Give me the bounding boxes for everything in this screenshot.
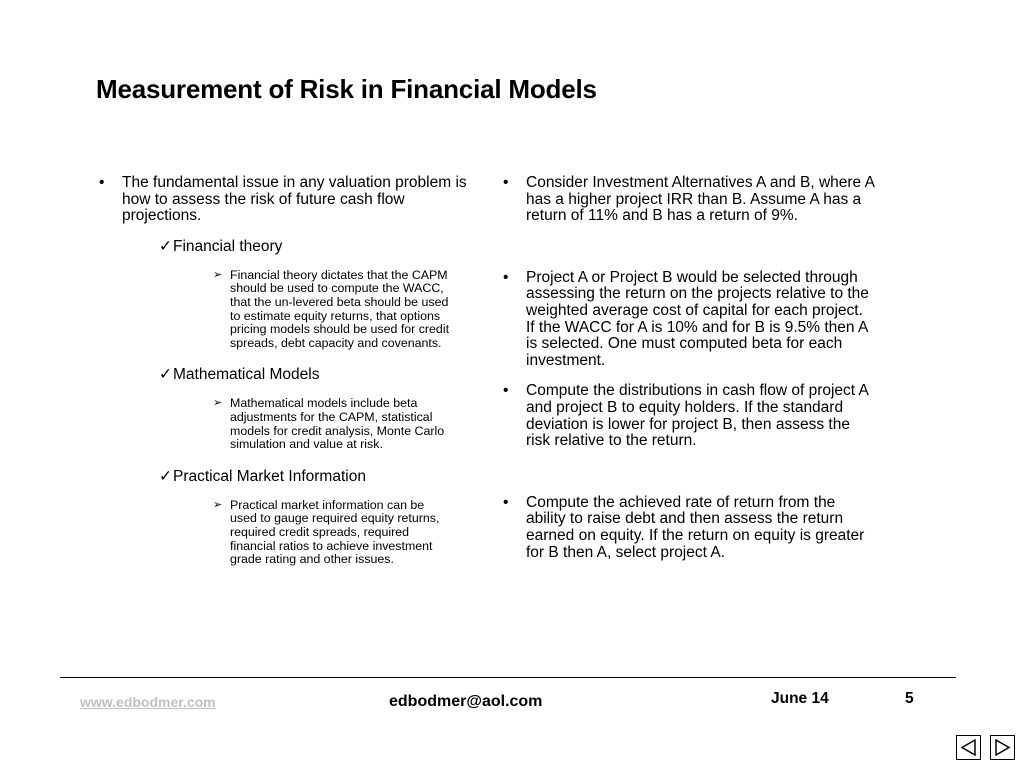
- section-heading-practical-market-information: ✓ Practical Market Information: [159, 467, 366, 485]
- list-item: • Project A or Project B would be selected through assessing the return on the projects relative to the weighted average cost of capital for each project. If the WACC for A is 10% and for B is 9.5% then A is selected. One must computed beta for each investment.: [503, 268, 869, 369]
- section-heading-mathematical-models: ✓ Mathematical Models: [159, 366, 320, 384]
- website-link[interactable]: www.edbodmer.com: [80, 694, 216, 710]
- list-item: • Consider Investment Alternatives A and B, where A has a higher project IRR than B. Assume A has a return of 11% and B has a return of 9%.: [503, 174, 875, 225]
- arrow-bullet-icon: ➢: [213, 397, 223, 410]
- checkmark-icon: ✓: [159, 366, 172, 384]
- bullet-icon: •: [503, 268, 509, 286]
- checkmark-icon: ✓: [159, 467, 172, 485]
- next-slide-button[interactable]: [990, 735, 1015, 760]
- footer-divider: [60, 677, 956, 678]
- bullet-icon: •: [503, 174, 509, 191]
- footer-date: June 14: [771, 690, 829, 707]
- bullet-icon: •: [99, 174, 105, 191]
- intro-bullet: [99, 175, 469, 225]
- next-slide-icon: [993, 738, 1012, 757]
- arrow-bullet-icon: ➢: [213, 498, 223, 511]
- list-item: • Compute the distributions in cash flow of project A and project B to equity holders. If the standard deviation is lower for project B, then assess the risk relative to the return.: [503, 382, 869, 450]
- section-heading-financial-theory: ✓ Financial theory: [159, 237, 283, 255]
- section-detail-practical-market-information: ➢ Practical market information can be used to gauge required equity returns, required credit spreads, required financial ratios to achieve investment grade rating and other issues.: [213, 497, 440, 567]
- intro-text: The fundamental issue in any valuation problem is how to assess the risk of future cash flow projections.: [122, 174, 467, 225]
- left-column: [99, 175, 469, 567]
- section-detail-financial-theory: ➢ Financial theory dictates that the CAPM should be used to compute the WACC, that the un-levered beta should be used to estimate equity returns, that options pricing models should be used for credit spreads, debt capacity and covenants.: [213, 267, 450, 350]
- checkmark-icon: ✓: [159, 237, 172, 255]
- list-item: • Compute the achieved rate of return from the ability to raise debt and then assess the return earned on equity. If the return on equity is greater for B then A, select project A.: [503, 493, 865, 561]
- previous-slide-button[interactable]: [956, 735, 981, 760]
- right-column: [503, 175, 875, 561]
- bullet-icon: •: [503, 382, 509, 400]
- slide-title: Measurement of Risk in Financial Models: [96, 74, 597, 104]
- page-number: 5: [905, 690, 914, 707]
- arrow-bullet-icon: ➢: [213, 268, 223, 281]
- bullet-icon: •: [503, 493, 509, 511]
- footer-email: edbodmer@aol.com: [389, 693, 543, 710]
- section-detail-mathematical-models: ➢ Mathematical models include beta adjustments for the CAPM, statistical models for credit analysis, Monte Carlo simulation and value at risk.: [213, 396, 445, 452]
- previous-slide-icon: [959, 738, 978, 757]
